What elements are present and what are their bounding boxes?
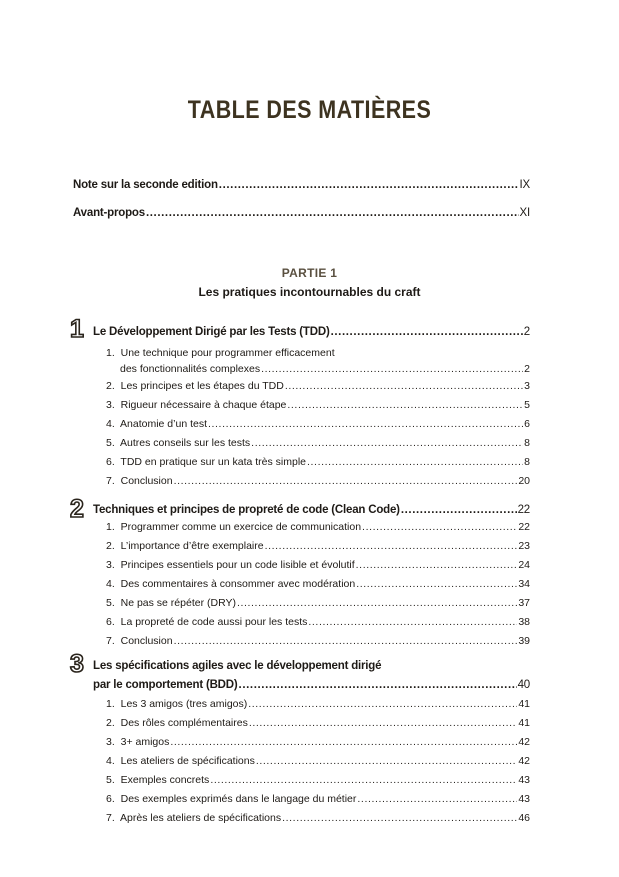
section-number: 3. (106, 559, 115, 571)
section-page: 43 (518, 793, 530, 805)
toc-entry-section[interactable] (120, 363, 530, 375)
toc-entry-section[interactable] (106, 736, 530, 748)
section-label: Ne pas se répéter (DRY) (120, 597, 236, 609)
leader-dots (210, 774, 517, 786)
toc-entry-section[interactable] (106, 597, 530, 609)
section-page: 42 (518, 755, 530, 767)
section-page: 8 (524, 456, 530, 468)
section-page: 41 (518, 717, 530, 729)
section-number: 4. (106, 755, 115, 767)
section-number: 6. (106, 456, 115, 468)
toc-entry-section[interactable] (106, 456, 530, 468)
section-page: 24 (518, 559, 530, 571)
toc-entry-section[interactable] (106, 380, 530, 392)
leader-dots (356, 578, 517, 590)
section-label: Principes essentiels pour un code lisible et évolutif (120, 559, 355, 571)
leader-dots (308, 616, 517, 628)
section-number: 7. (106, 475, 115, 487)
section-number: 1. (106, 521, 115, 533)
toc-entry-section[interactable] (106, 578, 530, 590)
section-number: 1. (106, 698, 115, 710)
leader-dots (256, 755, 517, 767)
toc-entry-section[interactable] (106, 521, 530, 533)
chapter-title: par le comportement (BDD) (93, 679, 238, 691)
section-page: 42 (518, 736, 530, 748)
leader-dots (219, 179, 519, 191)
toc-entry-page: XI (519, 207, 530, 219)
section-page: 3 (524, 380, 530, 392)
leader-dots (331, 326, 523, 338)
section-page: 39 (518, 635, 530, 647)
section-label: Les principes et les étapes du TDD (120, 380, 284, 392)
section-number: 4. (106, 578, 115, 590)
chapter-page: 40 (517, 679, 530, 691)
section-label: Conclusion (120, 635, 173, 647)
section-page: 22 (518, 521, 530, 533)
section-number: 5. (106, 774, 115, 786)
toc-entry-section[interactable] (106, 812, 530, 824)
leader-dots (282, 812, 517, 824)
toc-section-line (106, 347, 335, 359)
section-page: 46 (518, 812, 530, 824)
chapter-title-line1: Les spécifications agiles avec le développement dirigé (93, 660, 382, 672)
section-number: 2. (106, 540, 115, 552)
section-page: 43 (518, 774, 530, 786)
chapter-title: Le Développement Dirigé par les Tests (TDD) (93, 326, 330, 338)
section-page: 6 (524, 418, 530, 430)
leader-dots (237, 597, 517, 609)
leader-dots (146, 207, 519, 219)
section-label: Autres conseils sur les tests (120, 437, 251, 449)
section-label: Après les ateliers de spécifications (120, 812, 282, 824)
section-label: L’importance d’être exemplaire (120, 540, 264, 552)
section-page: 34 (518, 578, 530, 590)
chapter-page: 22 (517, 504, 530, 516)
toc-entry-section[interactable] (106, 437, 530, 449)
section-number: 7. (106, 635, 115, 647)
chapter-number: 1 (70, 315, 84, 343)
leader-dots (251, 437, 523, 449)
toc-entry-section[interactable] (106, 616, 530, 628)
leader-dots (287, 399, 523, 411)
section-label-line1: Une technique pour programmer efficacement (120, 347, 335, 359)
section-label: Les ateliers de spécifications (120, 755, 255, 767)
toc-entry-section[interactable] (106, 635, 530, 647)
section-number: 1. (106, 347, 115, 359)
leader-dots (356, 559, 518, 571)
toc-entry-section[interactable] (106, 717, 530, 729)
section-number: 5. (106, 437, 115, 449)
toc-entry-chapter[interactable] (93, 679, 530, 691)
section-label: Exemples concrets (120, 774, 210, 786)
page-title: TABLE DES MATIÈRES (187, 96, 432, 124)
section-page: 41 (518, 698, 530, 710)
section-number: 2. (106, 380, 115, 392)
section-page: 37 (518, 597, 530, 609)
section-label: Des commentaires à consommer avec modération (120, 578, 356, 590)
toc-entry-front-matter[interactable] (73, 207, 530, 219)
section-number: 6. (106, 616, 115, 628)
toc-entry-section[interactable] (106, 418, 530, 430)
leader-dots (239, 679, 517, 691)
section-number: 4. (106, 418, 115, 430)
toc-entry-label: Avant-propos (73, 207, 145, 219)
toc-entry-section[interactable] (106, 755, 530, 767)
section-label: Rigueur nécessaire à chaque étape (120, 399, 287, 411)
section-page: 23 (518, 540, 530, 552)
toc-entry-chapter[interactable] (93, 504, 530, 516)
part-label: PARTIE 1 (281, 266, 338, 280)
leader-dots (357, 793, 517, 805)
part-subtitle: Les pratiques incontournables du craft (198, 285, 421, 299)
chapter-number: 3 (70, 650, 84, 678)
leader-dots (208, 418, 523, 430)
toc-entry-section[interactable] (106, 399, 530, 411)
leader-dots (401, 504, 517, 516)
chapter-title: Techniques et principes de propreté de code (Clean Code) (93, 504, 400, 516)
toc-entry-section[interactable] (106, 559, 530, 571)
section-page: 20 (518, 475, 530, 487)
section-label: TDD en pratique sur un kata très simple (120, 456, 307, 468)
section-label: La propreté de code aussi pour les tests (120, 616, 308, 628)
toc-entry-chapter[interactable] (93, 326, 530, 338)
leader-dots (248, 698, 517, 710)
leader-dots (261, 363, 523, 375)
section-number: 2. (106, 717, 115, 729)
toc-entry-section[interactable] (106, 793, 530, 805)
section-number: 3. (106, 736, 115, 748)
toc-entry-section[interactable] (106, 475, 530, 487)
toc-entry-label: Note sur la seconde edition (73, 179, 218, 191)
leader-dots (307, 456, 523, 468)
section-label: 3+ amigos (120, 736, 170, 748)
leader-dots (265, 540, 518, 552)
toc-entry-page: IX (519, 179, 530, 191)
leader-dots (249, 717, 517, 729)
toc-entry-section[interactable] (106, 540, 530, 552)
section-label: Les 3 amigos (tres amigos) (120, 698, 248, 710)
toc-entry-section[interactable] (106, 698, 530, 710)
chapter-number: 2 (70, 495, 84, 523)
leader-dots (170, 736, 517, 748)
section-label: Anatomie d’un test (120, 418, 207, 430)
section-label: Conclusion (120, 475, 173, 487)
leader-dots (174, 475, 518, 487)
chapter-page: 2 (523, 326, 530, 338)
leader-dots (174, 635, 518, 647)
leader-dots (362, 521, 517, 533)
toc-entry-section[interactable] (106, 774, 530, 786)
leader-dots (285, 380, 523, 392)
section-page: 5 (524, 399, 530, 411)
section-number: 3. (106, 399, 115, 411)
section-label: Programmer comme un exercice de communication (120, 521, 362, 533)
section-page: 38 (518, 616, 530, 628)
section-label: Des rôles complémentaires (120, 717, 248, 729)
toc-entry-front-matter[interactable] (73, 179, 530, 191)
section-number: 7. (106, 812, 115, 824)
section-label: Des exemples exprimés dans le langage du métier (120, 793, 357, 805)
section-page: 8 (524, 437, 530, 449)
section-label: des fonctionnalités complexes (120, 363, 261, 375)
section-number: 5. (106, 597, 115, 609)
section-page: 2 (524, 363, 530, 375)
section-number: 6. (106, 793, 115, 805)
